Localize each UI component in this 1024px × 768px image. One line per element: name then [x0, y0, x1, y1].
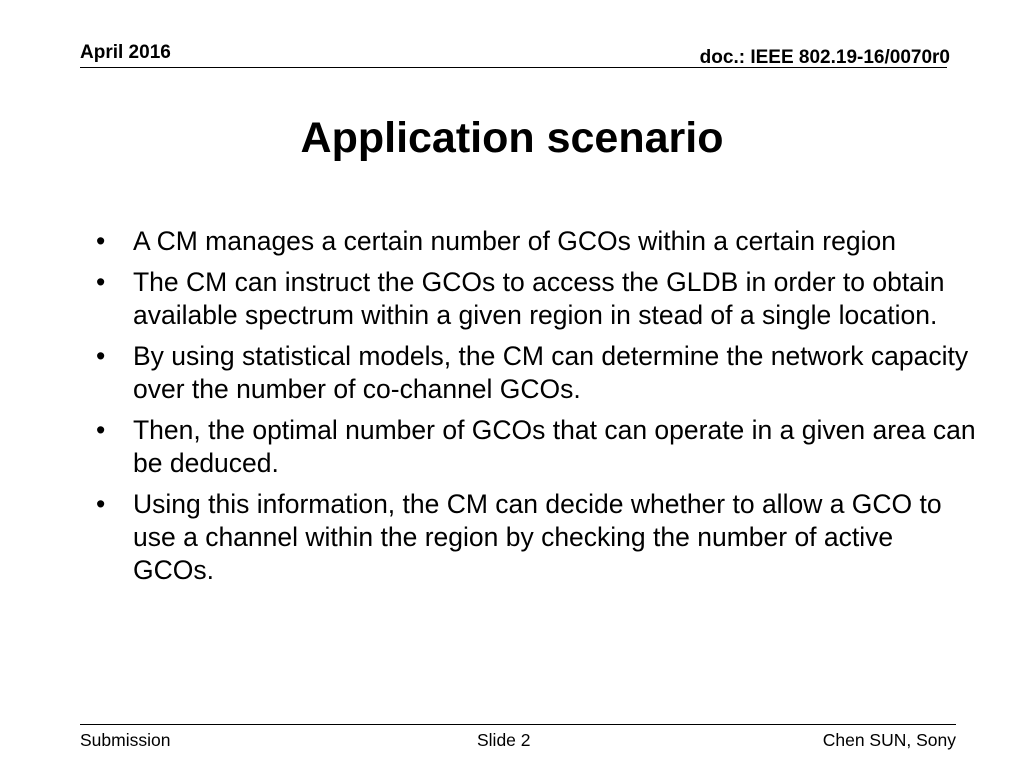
footer-divider: [80, 724, 956, 725]
bullet-item: [96, 225, 976, 258]
document-id: doc.: IEEE 802.19-16/0070r0: [699, 47, 950, 68]
bullet-item: [96, 340, 976, 406]
header-divider: [80, 67, 947, 68]
bullet-list: [96, 225, 976, 595]
bullet-text: By using statistical models, the CM can determine the network capacity over the number of co-channel GCOs.: [133, 341, 969, 404]
slide-number: Slide 2: [477, 730, 531, 750]
bullet-text: Then, the optimal number of GCOs that can operate in a given area can be deduced.: [133, 415, 976, 478]
bullet-item: [96, 266, 976, 332]
bullet-item: [96, 488, 976, 587]
bullet-icon: •: [96, 489, 106, 519]
header-date: April 2016: [80, 42, 171, 63]
bullet-icon: •: [96, 341, 106, 371]
footer-author: Chen SUN, Sony: [822, 730, 956, 750]
bullet-item: [96, 414, 976, 480]
slide-title: Application scenario: [300, 114, 724, 162]
bullet-icon: •: [96, 267, 106, 297]
footer-submission: Submission: [80, 730, 171, 750]
bullet-text: A CM manages a certain number of GCOs within a certain region: [133, 226, 896, 256]
bullet-text: The CM can instruct the GCOs to access the GLDB in order to obtain available spectrum within a given region in stead of a single location.: [133, 267, 945, 330]
bullet-icon: •: [96, 415, 106, 445]
bullet-icon: •: [96, 226, 106, 256]
bullet-text: Using this information, the CM can decide whether to allow a GCO to use a channel within the region by checking the number of active GCOs.: [133, 489, 942, 585]
